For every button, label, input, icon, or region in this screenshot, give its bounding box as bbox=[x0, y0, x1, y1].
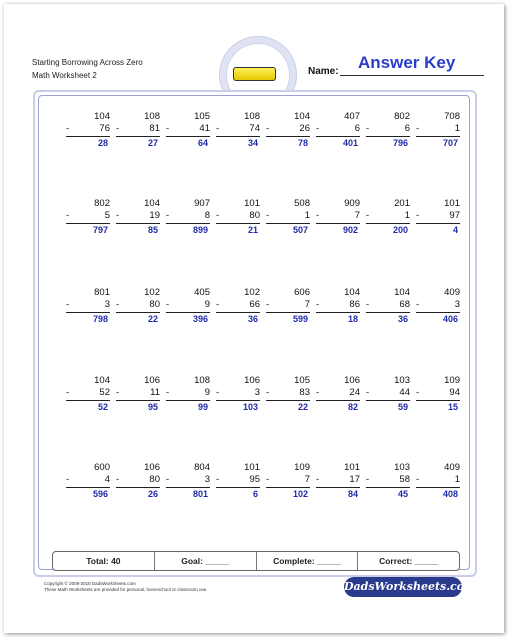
subtrahend-row bbox=[314, 474, 360, 486]
answer: 21 bbox=[247, 225, 258, 235]
subtrahend: 1 bbox=[304, 210, 310, 221]
subtrahend: 74 bbox=[249, 123, 260, 134]
minuend: 105 bbox=[294, 375, 310, 386]
subtrahend-row bbox=[414, 299, 460, 311]
subtraction-problem bbox=[414, 287, 460, 325]
answer: 52 bbox=[97, 402, 108, 412]
title-line-1: Starting Borrowing Across Zero bbox=[32, 58, 143, 67]
title-line-2: Math Worksheet 2 bbox=[32, 71, 97, 80]
subtrahend: 52 bbox=[99, 387, 110, 398]
minus-sign: - bbox=[166, 123, 170, 134]
subtrahend-row bbox=[214, 210, 260, 222]
answer: 4 bbox=[452, 225, 458, 235]
subtraction-problem bbox=[264, 375, 310, 413]
subtraction-problem bbox=[214, 287, 260, 325]
minuend: 409 bbox=[444, 287, 460, 298]
subtrahend-row bbox=[164, 474, 210, 486]
answer: 103 bbox=[242, 402, 258, 412]
subtraction-problem bbox=[64, 287, 110, 325]
minuend: 907 bbox=[194, 198, 210, 209]
subtrahend-row bbox=[114, 299, 160, 311]
minuend: 407 bbox=[344, 111, 360, 122]
subtraction-problem bbox=[364, 375, 410, 413]
minus-sign: - bbox=[266, 123, 270, 134]
subtraction-problem bbox=[414, 462, 460, 500]
subtraction-problem bbox=[314, 462, 360, 500]
answer: 36 bbox=[397, 314, 408, 324]
subtrahend: 26 bbox=[299, 123, 310, 134]
minuend: 106 bbox=[244, 375, 260, 386]
subtrahend-row bbox=[364, 474, 410, 486]
subtrahend: 3 bbox=[104, 299, 110, 310]
subtrahend-row bbox=[314, 299, 360, 311]
answer: 95 bbox=[147, 402, 158, 412]
minus-sign: - bbox=[216, 123, 220, 134]
minuend: 909 bbox=[344, 198, 360, 209]
subtraction-problem bbox=[214, 462, 260, 500]
minus-sign: - bbox=[216, 210, 220, 221]
subtrahend: 9 bbox=[204, 387, 210, 398]
subtraction-problem bbox=[64, 375, 110, 413]
answer: 796 bbox=[392, 138, 408, 148]
minuend: 108 bbox=[144, 111, 160, 122]
minuend: 109 bbox=[444, 375, 460, 386]
subtraction-problem bbox=[164, 198, 210, 236]
subtrahend: 3 bbox=[254, 387, 260, 398]
subtrahend-row bbox=[114, 387, 160, 399]
answer: 99 bbox=[197, 402, 208, 412]
answer: 82 bbox=[347, 402, 358, 412]
minuend: 409 bbox=[444, 462, 460, 473]
subtrahend: 17 bbox=[349, 474, 360, 485]
subtrahend: 1 bbox=[454, 123, 460, 134]
subtrahend-row bbox=[64, 123, 110, 135]
minus-sign: - bbox=[166, 299, 170, 310]
minus-sign: - bbox=[166, 210, 170, 221]
subtrahend: 7 bbox=[304, 474, 310, 485]
minus-sign: - bbox=[266, 387, 270, 398]
minuend: 102 bbox=[144, 287, 160, 298]
subtrahend: 3 bbox=[204, 474, 210, 485]
minuend: 101 bbox=[244, 462, 260, 473]
subtraction-problem bbox=[114, 375, 160, 413]
answer: 401 bbox=[342, 138, 358, 148]
subtrahend-row bbox=[164, 123, 210, 135]
subtrahend: 5 bbox=[104, 210, 110, 221]
answer: 507 bbox=[292, 225, 308, 235]
minus-sign: - bbox=[66, 474, 70, 485]
subtraction-problem bbox=[414, 375, 460, 413]
minus-sign: - bbox=[116, 123, 120, 134]
subtraction-problem bbox=[264, 111, 310, 149]
subtraction-problem bbox=[364, 462, 410, 500]
answer: 902 bbox=[342, 225, 358, 235]
subtraction-problem bbox=[414, 198, 460, 236]
copyright-line-1: Copyright © 2008-2018 DadsWorksheets.com bbox=[44, 581, 136, 586]
answer: 36 bbox=[247, 314, 258, 324]
minus-sign: - bbox=[216, 474, 220, 485]
minuend: 106 bbox=[144, 375, 160, 386]
subtraction-problem bbox=[64, 462, 110, 500]
subtrahend-row bbox=[214, 123, 260, 135]
subtraction-problem bbox=[64, 111, 110, 149]
subtrahend: 1 bbox=[404, 210, 410, 221]
answer: 85 bbox=[147, 225, 158, 235]
answer: 102 bbox=[292, 489, 308, 499]
answer: 396 bbox=[192, 314, 208, 324]
copyright bbox=[44, 581, 208, 593]
minus-sign: - bbox=[316, 210, 320, 221]
subtraction-problem bbox=[164, 375, 210, 413]
subtrahend: 80 bbox=[149, 299, 160, 310]
minuend: 101 bbox=[244, 198, 260, 209]
subtraction-problem bbox=[114, 462, 160, 500]
subtrahend: 68 bbox=[399, 299, 410, 310]
answer: 45 bbox=[397, 489, 408, 499]
minus-sign: - bbox=[366, 299, 370, 310]
subtrahend: 11 bbox=[150, 387, 160, 398]
subtrahend: 44 bbox=[399, 387, 410, 398]
subtrahend-row bbox=[414, 474, 460, 486]
minuend: 106 bbox=[144, 462, 160, 473]
minuend: 802 bbox=[394, 111, 410, 122]
subtrahend-row bbox=[114, 474, 160, 486]
minuend: 109 bbox=[294, 462, 310, 473]
subtraction-problem bbox=[264, 287, 310, 325]
subtraction-problem bbox=[164, 111, 210, 149]
subtrahend: 83 bbox=[299, 387, 310, 398]
subtrahend: 24 bbox=[349, 387, 360, 398]
subtrahend-row bbox=[314, 210, 360, 222]
minus-sign: - bbox=[166, 474, 170, 485]
minuend: 104 bbox=[94, 375, 110, 386]
minus-sign: - bbox=[366, 123, 370, 134]
subtraction-problem bbox=[214, 111, 260, 149]
subtrahend-row bbox=[364, 123, 410, 135]
minuend: 103 bbox=[394, 462, 410, 473]
minuend: 101 bbox=[444, 198, 460, 209]
minuend: 104 bbox=[344, 287, 360, 298]
answer: 899 bbox=[192, 225, 208, 235]
subtraction-problem bbox=[114, 198, 160, 236]
minuend: 101 bbox=[344, 462, 360, 473]
subtraction-problem bbox=[164, 462, 210, 500]
minus-sign: - bbox=[266, 474, 270, 485]
subtrahend: 80 bbox=[149, 474, 160, 485]
answer: 78 bbox=[297, 138, 308, 148]
answer: 34 bbox=[247, 138, 258, 148]
subtrahend: 41 bbox=[199, 123, 210, 134]
subtrahend: 76 bbox=[99, 123, 110, 134]
minus-sign: - bbox=[166, 387, 170, 398]
minuend: 606 bbox=[294, 287, 310, 298]
subtrahend: 9 bbox=[204, 299, 210, 310]
subtrahend: 19 bbox=[149, 210, 160, 221]
minus-sign: - bbox=[416, 474, 420, 485]
subtrahend: 4 bbox=[104, 474, 110, 485]
subtrahend-row bbox=[264, 123, 310, 135]
minus-sign: - bbox=[116, 299, 120, 310]
subtraction-problem bbox=[364, 111, 410, 149]
subtrahend-row bbox=[214, 387, 260, 399]
subtrahend: 7 bbox=[304, 299, 310, 310]
answer: 26 bbox=[147, 489, 158, 499]
subtrahend-row bbox=[264, 474, 310, 486]
subtrahend-row bbox=[364, 299, 410, 311]
subtraction-problem bbox=[214, 198, 260, 236]
worksheet-title bbox=[32, 56, 143, 82]
subtraction-problem bbox=[164, 287, 210, 325]
copyright-line-2: These Math Worksheets are provided for personal, homeschool or classroom use. bbox=[44, 587, 208, 592]
minuend: 508 bbox=[294, 198, 310, 209]
minus-sign: - bbox=[216, 299, 220, 310]
minuend: 104 bbox=[394, 287, 410, 298]
subtrahend-row bbox=[314, 123, 360, 135]
subtrahend: 6 bbox=[404, 123, 410, 134]
minuend: 104 bbox=[144, 198, 160, 209]
subtraction-problem bbox=[314, 287, 360, 325]
minuend: 802 bbox=[94, 198, 110, 209]
minuend: 102 bbox=[244, 287, 260, 298]
subtraction-problem bbox=[114, 287, 160, 325]
minuend: 600 bbox=[94, 462, 110, 473]
subtrahend-row bbox=[214, 474, 260, 486]
minus-sign: - bbox=[66, 123, 70, 134]
minus-sign: - bbox=[416, 210, 420, 221]
minuend: 405 bbox=[194, 287, 210, 298]
subtraction-problem bbox=[64, 198, 110, 236]
minus-sign: - bbox=[66, 299, 70, 310]
minuend: 801 bbox=[94, 287, 110, 298]
subtrahend-row bbox=[414, 210, 460, 222]
minus-sign: - bbox=[116, 210, 120, 221]
subtrahend: 1 bbox=[454, 474, 460, 485]
subtrahend-row bbox=[164, 210, 210, 222]
subtrahend-row bbox=[114, 123, 160, 135]
subtrahend-row bbox=[114, 210, 160, 222]
subtrahend: 95 bbox=[249, 474, 260, 485]
answer: 22 bbox=[297, 402, 308, 412]
answer: 15 bbox=[447, 402, 458, 412]
subtrahend-row bbox=[64, 387, 110, 399]
minuend: 804 bbox=[194, 462, 210, 473]
subtrahend: 86 bbox=[349, 299, 360, 310]
subtrahend: 3 bbox=[454, 299, 460, 310]
minus-sign: - bbox=[366, 210, 370, 221]
subtrahend: 81 bbox=[149, 123, 160, 134]
answer: 797 bbox=[92, 225, 108, 235]
subtrahend-row bbox=[364, 387, 410, 399]
subtrahend-row bbox=[64, 474, 110, 486]
minuend: 108 bbox=[244, 111, 260, 122]
answer: 798 bbox=[92, 314, 108, 324]
answer: 408 bbox=[442, 489, 458, 499]
subtrahend-row bbox=[264, 387, 310, 399]
subtrahend-row bbox=[64, 299, 110, 311]
subtrahend-row bbox=[214, 299, 260, 311]
answer: 27 bbox=[147, 138, 158, 148]
minus-sign: - bbox=[66, 387, 70, 398]
minus-sign: - bbox=[216, 387, 220, 398]
subtrahend: 8 bbox=[204, 210, 210, 221]
subtrahend: 97 bbox=[449, 210, 460, 221]
answer: 28 bbox=[97, 138, 108, 148]
minus-sign: - bbox=[416, 387, 420, 398]
minus-sign: - bbox=[316, 299, 320, 310]
subtrahend-row bbox=[364, 210, 410, 222]
minuend: 104 bbox=[294, 111, 310, 122]
minus-sign: - bbox=[366, 474, 370, 485]
minuend: 104 bbox=[94, 111, 110, 122]
minus-sign: - bbox=[116, 387, 120, 398]
score-bar bbox=[52, 551, 460, 571]
minus-sign: - bbox=[416, 299, 420, 310]
answer: 801 bbox=[192, 489, 208, 499]
minus-sign: - bbox=[316, 474, 320, 485]
subtraction-problem bbox=[264, 462, 310, 500]
subtrahend-row bbox=[264, 299, 310, 311]
minus-sign: - bbox=[266, 299, 270, 310]
answer: 6 bbox=[252, 489, 258, 499]
answer: 200 bbox=[392, 225, 408, 235]
subtraction-problem bbox=[114, 111, 160, 149]
minuend: 708 bbox=[444, 111, 460, 122]
minus-sign: - bbox=[416, 123, 420, 134]
subtraction-problem bbox=[314, 111, 360, 149]
minus-sign: - bbox=[316, 387, 320, 398]
subtraction-problem bbox=[314, 198, 360, 236]
answer: 59 bbox=[397, 402, 408, 412]
answer: 84 bbox=[347, 489, 358, 499]
minuend: 103 bbox=[394, 375, 410, 386]
pencil-icon bbox=[233, 67, 276, 81]
correct-field: Correct: _____ bbox=[379, 556, 439, 566]
minus-sign: - bbox=[116, 474, 120, 485]
answer: 22 bbox=[147, 314, 158, 324]
answer: 596 bbox=[92, 489, 108, 499]
answer: 64 bbox=[197, 138, 208, 148]
subtrahend: 58 bbox=[399, 474, 410, 485]
subtraction-problem bbox=[364, 198, 410, 236]
subtraction-problem bbox=[264, 198, 310, 236]
answer: 599 bbox=[292, 314, 308, 324]
subtraction-problem bbox=[414, 111, 460, 149]
subtrahend-row bbox=[414, 123, 460, 135]
subtrahend: 7 bbox=[354, 210, 360, 221]
subtrahend: 80 bbox=[249, 210, 260, 221]
subtraction-problem bbox=[364, 287, 410, 325]
minuend: 108 bbox=[194, 375, 210, 386]
minuend: 106 bbox=[344, 375, 360, 386]
subtraction-problem bbox=[214, 375, 260, 413]
subtrahend-row bbox=[414, 387, 460, 399]
subtrahend: 6 bbox=[354, 123, 360, 134]
dadsworksheets-logo: DadsWorksheets.com bbox=[344, 577, 462, 597]
minuend: 201 bbox=[394, 198, 410, 209]
minus-sign: - bbox=[266, 210, 270, 221]
minus-sign: - bbox=[66, 210, 70, 221]
subtrahend-row bbox=[314, 387, 360, 399]
subtrahend: 66 bbox=[249, 299, 260, 310]
minus-sign: - bbox=[366, 387, 370, 398]
complete-field: Complete: _____ bbox=[257, 552, 359, 570]
answer-key-title: Answer Key bbox=[358, 53, 456, 72]
answer: 406 bbox=[442, 314, 458, 324]
minus-sign: - bbox=[316, 123, 320, 134]
total-count: Total: 40 bbox=[53, 552, 155, 570]
subtrahend-row bbox=[64, 210, 110, 222]
name-label: Name: bbox=[308, 66, 339, 77]
goal-field: Goal: _____ bbox=[155, 552, 257, 570]
answer: 18 bbox=[347, 314, 358, 324]
subtrahend-row bbox=[164, 387, 210, 399]
subtraction-problem bbox=[314, 375, 360, 413]
minuend: 105 bbox=[194, 111, 210, 122]
subtrahend-row bbox=[264, 210, 310, 222]
answer: 707 bbox=[442, 138, 458, 148]
subtrahend-row bbox=[164, 299, 210, 311]
name-line bbox=[340, 75, 484, 76]
subtrahend: 94 bbox=[449, 387, 460, 398]
